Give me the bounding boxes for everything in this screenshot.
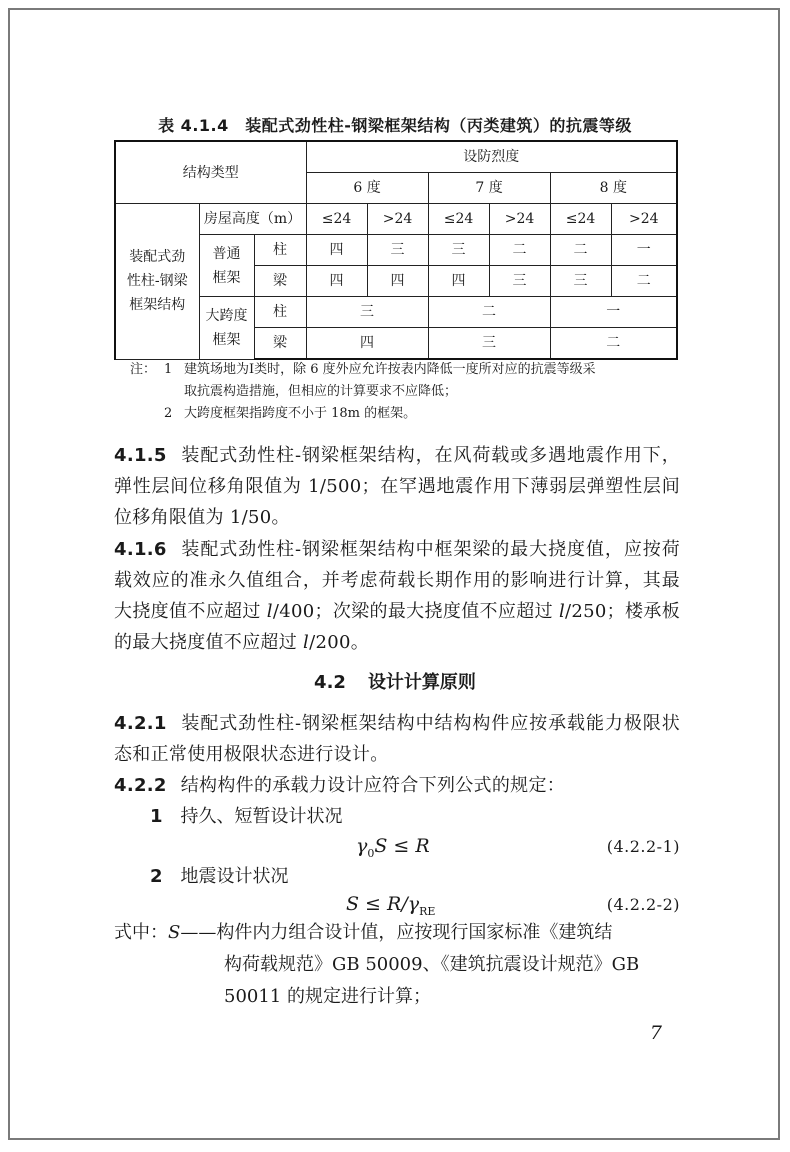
note-text: 建筑场地为Ⅰ类时，除 6 度外应允许按表内降低一度所对应的抗震等级采 <box>184 362 596 377</box>
where-dash: —— <box>180 922 217 943</box>
note-text: 取抗震构造措施，但相应的计算要求不应降低； <box>184 384 458 399</box>
formula-subscript: 0 <box>367 846 375 860</box>
formula-gamma: γ <box>356 835 368 857</box>
grade-cell: 二 <box>489 235 550 266</box>
table-caption: 表 4.1.4 装配式劲性柱-钢梁框架结构（丙类建筑）的抗震等级 <box>158 116 632 135</box>
height-cell: >24 <box>489 204 550 235</box>
notes-label: 注： <box>130 362 157 377</box>
column-label: 柱 <box>254 297 306 328</box>
clause-number: 4.2.2 <box>114 775 167 796</box>
header-7-degree: 7 度 <box>428 173 550 204</box>
span-symbol: l <box>303 632 310 653</box>
height-cell: >24 <box>367 204 428 235</box>
height-cell: ≤24 <box>428 204 489 235</box>
clause-4-1-6 <box>114 534 680 658</box>
item-text: 地震设计状况 <box>180 866 289 887</box>
item-2 <box>150 861 289 892</box>
item-number: 1 <box>150 806 163 827</box>
where-text: 构件内力组合设计值，应按现行国家标准《建筑结 <box>216 922 613 943</box>
table-notes <box>130 359 680 425</box>
height-label: 房屋高度（m） <box>199 204 306 235</box>
category-line: 装配式劲 <box>129 249 186 266</box>
clause-text: 装配式劲性柱-钢梁框架结构中框架梁的最大挠度值，应按荷载效应的准永久值组合，并考虑荷载长期作用的影响进行计算，其最大挠度值不应超过 <box>114 539 680 622</box>
grade-cell: 四 <box>306 328 428 360</box>
grade-cell: 四 <box>306 266 367 297</box>
large-span-line: 框架 <box>212 331 241 348</box>
header-structure-type: 结构类型 <box>115 141 306 204</box>
column-label: 柱 <box>254 235 306 266</box>
clause-text: /200。 <box>309 632 370 653</box>
grade-cell: 三 <box>428 235 489 266</box>
clause-text: /250；楼承板的最大挠度值不应超过 <box>114 601 680 653</box>
where-clause <box>114 917 686 1013</box>
grade-cell: 三 <box>489 266 550 297</box>
where-text: 构荷载规范》GB 50009、《建筑抗震设计规范》GB <box>224 954 640 975</box>
where-prefix: 式中： <box>114 922 168 943</box>
grade-cell: 三 <box>550 266 611 297</box>
span-symbol: l <box>266 601 273 622</box>
grade-cell: 二 <box>428 297 550 328</box>
item-text: 持久、短暂设计状况 <box>180 806 343 827</box>
formula-number: (4.2.2-1) <box>606 837 680 856</box>
formula-4-2-2-1 <box>356 835 430 860</box>
grade-cell: 二 <box>550 328 677 360</box>
category-cell <box>115 204 199 360</box>
grade-cell: 一 <box>611 235 677 266</box>
grade-cell: 二 <box>550 235 611 266</box>
height-cell: ≤24 <box>306 204 367 235</box>
grade-cell: 三 <box>428 328 550 360</box>
note-number: 2 <box>164 406 173 421</box>
clause-text: 装配式劲性柱-钢梁框架结构，在风荷载或多遇地震作用下，弹性层间位移角限值为 1/500；在罕遇地震作用下薄弱层弹塑性层间位移角限值为 1/50。 <box>114 445 680 528</box>
header-8-degree: 8 度 <box>550 173 677 204</box>
where-symbol: S <box>168 922 181 943</box>
clause-4-2-1 <box>114 708 680 770</box>
ordinary-frame-line: 普通 <box>212 245 241 262</box>
seismic-grade-table <box>114 140 678 360</box>
formula-number: (4.2.2-2) <box>606 895 680 914</box>
grade-cell: 一 <box>550 297 677 328</box>
clause-number: 4.1.5 <box>114 445 167 466</box>
grade-cell: 四 <box>367 266 428 297</box>
section-number: 4.2 <box>314 672 346 693</box>
height-cell: ≤24 <box>550 204 611 235</box>
item-number: 2 <box>150 866 163 887</box>
formula-body: S ≤ R <box>374 835 430 857</box>
clause-text: /400；次梁的最大挠度值不应超过 <box>272 601 559 622</box>
clause-number: 4.1.6 <box>114 539 167 560</box>
clause-4-2-2 <box>114 770 680 801</box>
header-6-degree: 6 度 <box>306 173 428 204</box>
note-text: 大跨度框架指跨度不小于 18m 的框架。 <box>184 406 417 421</box>
beam-label: 梁 <box>254 266 306 297</box>
grade-cell: 四 <box>428 266 489 297</box>
ordinary-frame-line: 框架 <box>212 269 241 286</box>
where-text: 50011 的规定进行计算； <box>224 986 431 1007</box>
large-span-frame-label <box>199 297 254 360</box>
page-number: 7 <box>649 1022 662 1044</box>
note-number: 1 <box>164 362 173 377</box>
clause-text: 装配式劲性柱-钢梁框架结构中结构构件应按承载能力极限状态和正常使用极限状态进行设计。 <box>114 713 680 765</box>
section-heading <box>0 668 790 694</box>
height-cell: >24 <box>611 204 677 235</box>
large-span-line: 大跨度 <box>205 307 248 324</box>
section-title: 设计计算原则 <box>367 672 476 693</box>
formula-subscript: RE <box>419 904 436 918</box>
header-intensity: 设防烈度 <box>306 141 677 173</box>
grade-cell: 三 <box>367 235 428 266</box>
beam-label: 梁 <box>254 328 306 360</box>
formula-4-2-2-2 <box>346 893 435 918</box>
clause-4-1-5 <box>114 440 680 533</box>
category-line: 框架结构 <box>129 297 186 314</box>
grade-cell: 二 <box>611 266 677 297</box>
category-line: 性柱-钢梁 <box>126 273 188 290</box>
formula-body: S ≤ R/γ <box>346 893 420 915</box>
item-1 <box>150 801 343 832</box>
ordinary-frame-label <box>199 235 254 297</box>
clause-number: 4.2.1 <box>114 713 167 734</box>
span-symbol: l <box>558 601 566 622</box>
grade-cell: 三 <box>306 297 428 328</box>
clause-text: 结构构件的承载力设计应符合下列公式的规定： <box>180 775 566 796</box>
grade-cell: 四 <box>306 235 367 266</box>
